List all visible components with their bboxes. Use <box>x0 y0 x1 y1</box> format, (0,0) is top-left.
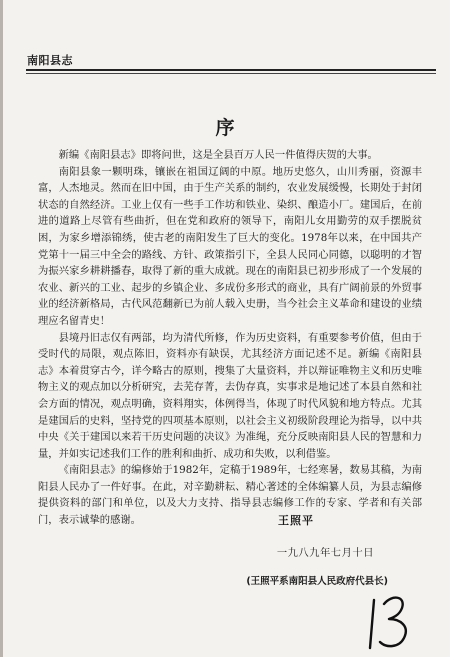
running-head: 南阳县志 <box>27 54 73 67</box>
paragraph-history: 南阳县象一颗明珠，镶嵌在祖国辽阔的中原。地历史悠久，山川秀丽，资源丰富，人杰地灵。然而在旧中国，由于生产关系的制约，农业发展缓慢，长期处于封闭状态的自然经济。工业上仅有一些手工作坊和铁业、染织、酿造小厂。建国后，在前进的道路上尽管有些曲折，但在党和政府的领导下，南阳儿女用勤劳的双手摆脱贫困，为家乡增添锦绣，使古老的南阳发生了巨大的变化。1978年以来，在中国共产党第十一届三中全会的路线、方针、政策指引下，全县人民同心同德，以聪明的才智为振兴家乡耕耕播春，取得了新的重大成就。现在的南阳县已初步形成了一个发展的农业、新兴的工业、起步的乡镇企业、多成份多形式的商业，具有广阔前景的外贸事业的经济新格局，古代风范翻新已为前人载入史册，当今社会主义革命和建设的业绩理应名留青史！ <box>38 165 422 327</box>
signature-note: (王照平系南阳县人民政府代县长) <box>246 576 388 587</box>
handwritten-page-number <box>362 590 418 650</box>
header-rule-thin <box>26 73 436 74</box>
signature-date: 一九八九年七月十日 <box>276 547 374 559</box>
paragraph-intro: 新编《南阳县志》即将问世，这是全县百万人民一件值得庆贺的大事。 <box>58 149 378 161</box>
signature-name: 王照平 <box>278 514 314 527</box>
paragraph-gazetteer: 县境丹旧志仅有两部，均为清代所修，作为历史资料，有重要参考价值，但由于受时代的局限，观点陈旧，资料亦有缺误，尤其经济方面记述不足。新编《南阳县志》本着贯穿古今，详今略古的原则，搜集了大量资料，并以辩证唯物主义和历史唯物主义的观点加以分析研究，去芜存菁，去伪存真，实事求是地记述了本县自然和社会方面的情况，观点明确，资料翔实，体例得当，体现了时代风貌和地方特点。尤其是建国后的史料，坚持党的四项基本原则，以社会主义初级阶段理论为指导，以中共中央《关于建国以来若干历史问题的决议》为准绳，充分反映南阳县人民的智慧和力量，并如实记述我们工作的胜利和曲折、成功和失败，以利借鉴。 <box>38 331 422 460</box>
scan-edge <box>0 0 3 657</box>
preface-body <box>38 147 422 529</box>
header-rule-thick <box>26 69 436 71</box>
paragraph-acknowledgement: 《南阳县志》的编修始于1982年，定稿于1989年，七经寒暑，数易其稿，为南阳县人民办了一件好事。在此，对辛勤耕耘、精心著述的全体编纂人员，为县志编修提供资料的部门和单位，以及大力支持、指导县志编修工作的专家、学者和有关部门，表示诚挚的感谢。 <box>38 464 422 527</box>
preface-title: 序 <box>215 117 235 139</box>
